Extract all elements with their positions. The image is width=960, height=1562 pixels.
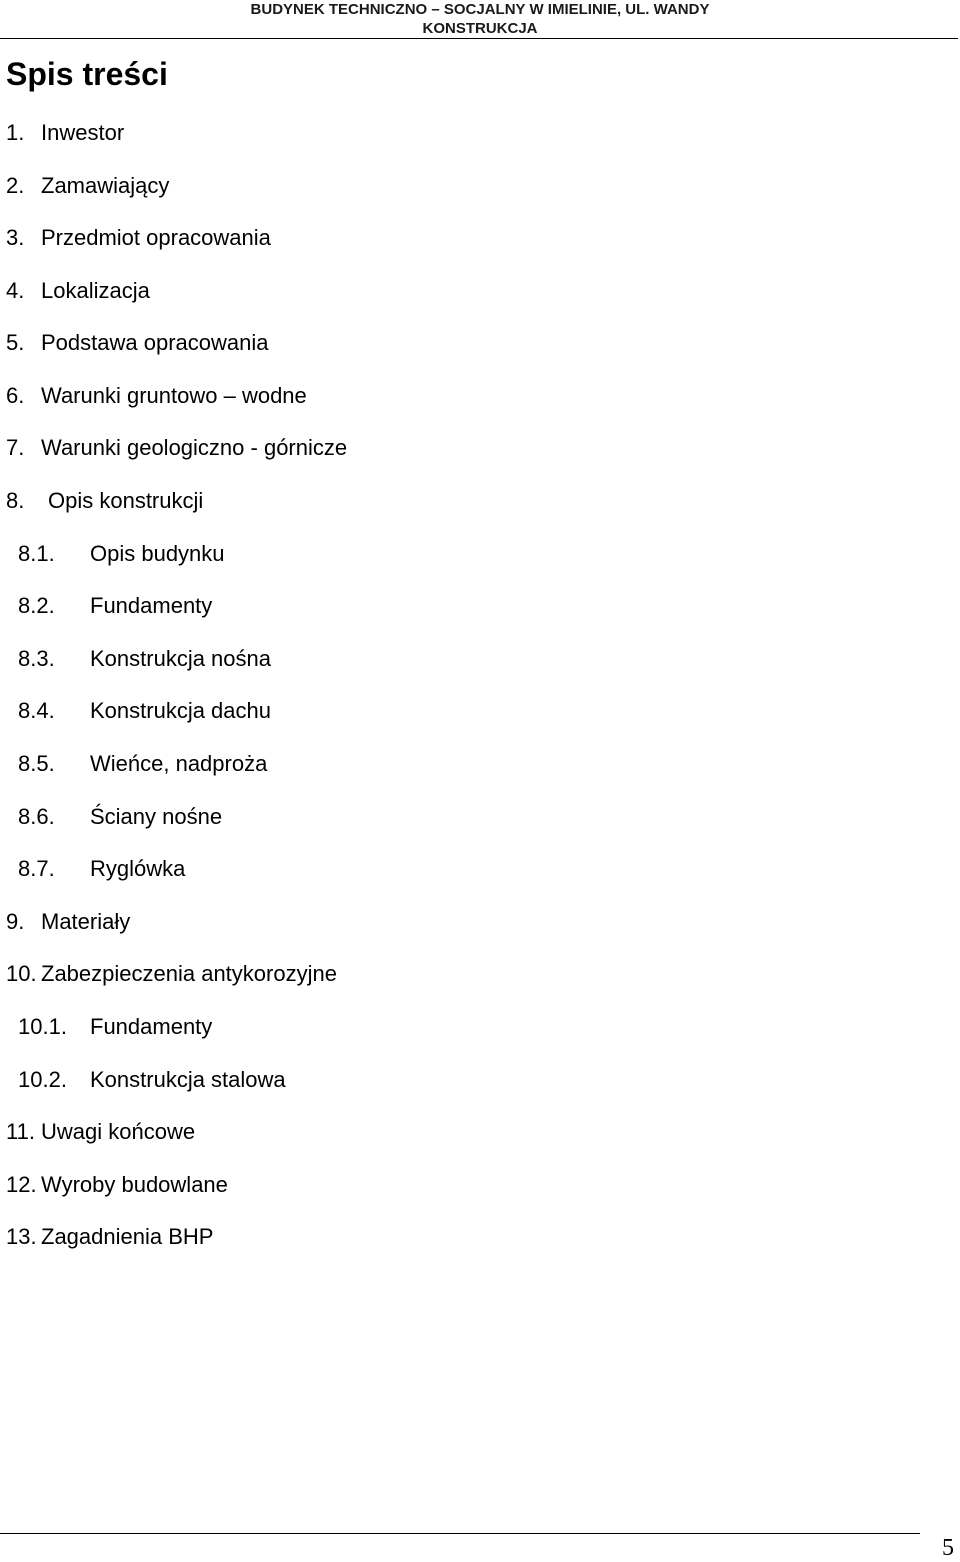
toc-item-label: Uwagi końcowe (41, 1119, 196, 1144)
header-divider (0, 38, 958, 39)
toc-item-label: Fundamenty (90, 1014, 213, 1039)
running-header-line-1: BUDYNEK TECHNICZNO – SOCJALNY W IMIELINIE, UL. WANDY (250, 1, 710, 18)
toc-item-number: 12. (6, 1172, 37, 1197)
toc-item-number: 8.3. (18, 646, 55, 671)
toc-item-label: Zabezpieczenia antykorozyjne (41, 961, 337, 986)
toc-item-label: Warunki gruntowo – wodne (41, 383, 307, 408)
toc-item-label: Warunki geologiczno - górnicze (41, 435, 348, 460)
toc-item-number: 3. (6, 225, 25, 250)
toc-item-number: 8.2. (18, 593, 55, 618)
toc-item-number: 2. (6, 173, 25, 198)
footer-divider (0, 1533, 920, 1534)
toc-item-number: 6. (6, 383, 25, 408)
toc-item-label: Konstrukcja dachu (90, 698, 271, 723)
toc-item-label: Inwestor (41, 120, 125, 145)
page-title: Spis treści (6, 56, 168, 92)
toc-item-number: 8.1. (18, 541, 55, 566)
page-number: 5 (942, 1535, 954, 1561)
toc-item-number: 8.5. (18, 751, 55, 776)
toc-item-label: Opis konstrukcji (48, 488, 204, 513)
toc-item-label: Fundamenty (90, 593, 213, 618)
toc-item-label: Ściany nośne (90, 804, 223, 829)
toc-item-number: 4. (6, 278, 25, 303)
toc-item-number: 8. (6, 488, 25, 513)
running-header-line-2: KONSTRUKCJA (422, 20, 538, 37)
toc-item-label: Ryglówka (90, 856, 186, 881)
toc-item-number: 8.4. (18, 698, 55, 723)
toc-item-number: 1. (6, 120, 25, 145)
toc-item-label: Wyroby budowlane (41, 1172, 228, 1197)
toc-item-number: 8.7. (18, 856, 55, 881)
toc-item-number: 10.2. (18, 1067, 67, 1092)
toc-item-label: Konstrukcja stalowa (90, 1067, 286, 1092)
toc-item-number: 7. (6, 435, 25, 460)
toc-item-label: Przedmiot opracowania (41, 225, 271, 250)
toc-item-number: 11. (6, 1119, 35, 1144)
running-header (230, 0, 730, 38)
toc-item-number: 10. (6, 961, 37, 986)
toc-item-label: Materiały (41, 909, 131, 934)
toc-item-label: Podstawa opracowania (41, 330, 269, 355)
toc-item-label: Zagadnienia BHP (41, 1224, 214, 1249)
toc-item-label: Konstrukcja nośna (90, 646, 271, 671)
toc-item-label: Zamawiający (41, 173, 170, 198)
toc-item-number: 9. (6, 909, 25, 934)
toc-item-number: 5. (6, 330, 25, 355)
toc-item-number: 10.1. (18, 1014, 67, 1039)
toc-item-label: Wieńce, nadproża (90, 751, 268, 776)
toc-item-number: 13. (6, 1224, 37, 1249)
toc-item-label: Opis budynku (90, 541, 225, 566)
toc-item-number: 8.6. (18, 804, 55, 829)
toc-item-label: Lokalizacja (41, 278, 150, 303)
